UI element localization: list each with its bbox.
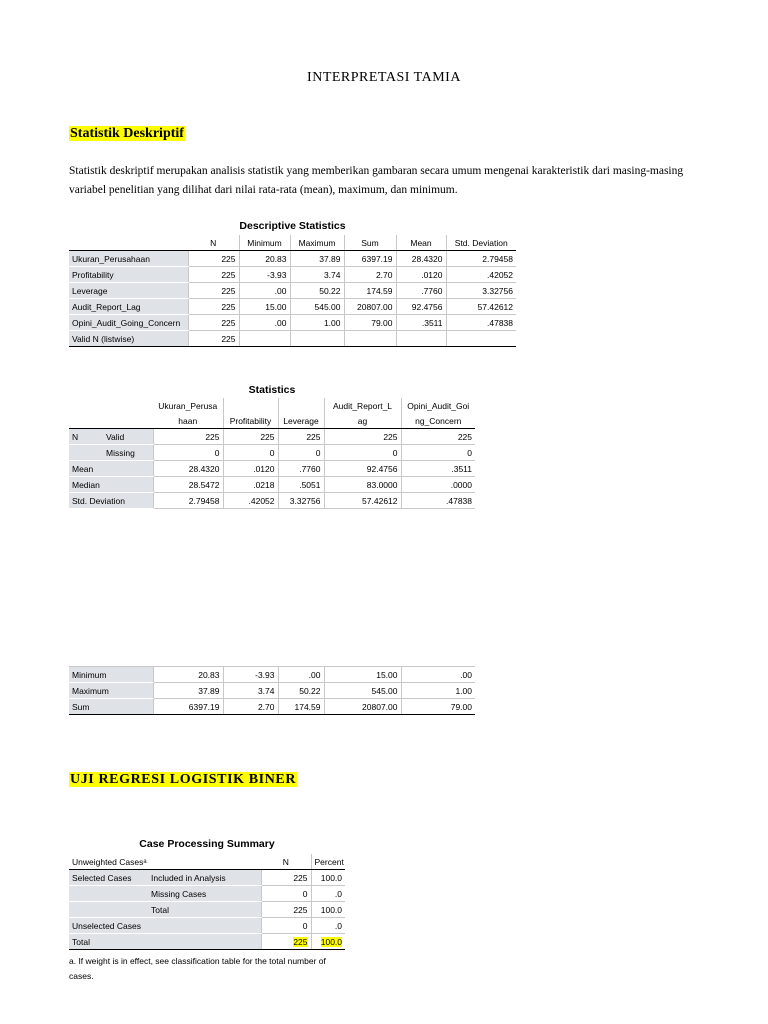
table-cell: -3.93 [223, 667, 278, 683]
table-cell: .7760 [278, 461, 324, 477]
table-cell: 1.00 [290, 315, 344, 331]
row-label: Audit_Report_Lag [69, 299, 188, 315]
row-label: Valid N (listwise) [69, 331, 188, 347]
table-cell: .00 [239, 283, 290, 299]
table-cell: 225 [188, 315, 239, 331]
table-cell: 92.4756 [396, 299, 446, 315]
row-label: Opini_Audit_Going_Concern [69, 315, 188, 331]
row-label: N [69, 429, 103, 445]
case-processing-table [69, 854, 345, 950]
row-label: Missing [103, 445, 153, 461]
table-cell: 57.42612 [324, 493, 401, 509]
row-label: Sum [69, 699, 153, 715]
column-header: ag [324, 413, 401, 429]
table-cell: 545.00 [290, 299, 344, 315]
table-cell: 6397.19 [344, 251, 396, 267]
row-label: Maximum [69, 683, 153, 699]
column-header: Std. Deviation [446, 235, 516, 251]
descriptive-statistics-table [69, 235, 516, 347]
table-cell: .00 [401, 667, 475, 683]
table-cell: 0 [278, 445, 324, 461]
table-cell: 3.74 [290, 267, 344, 283]
row-label: Minimum [69, 667, 153, 683]
table-cell: .3511 [401, 461, 475, 477]
table-cell: 0 [261, 918, 311, 934]
row-label: Leverage [69, 283, 188, 299]
table-cell [290, 331, 344, 347]
descriptive-statistics-caption: Descriptive Statistics [239, 220, 346, 232]
table-cell: 0 [261, 886, 311, 902]
table-cell: 225 [188, 331, 239, 347]
table-cell: .7760 [396, 283, 446, 299]
paragraph-descriptive [69, 162, 709, 200]
row-label: Unselected Cases [69, 918, 261, 934]
table-row [69, 870, 345, 886]
table-cell: .0120 [223, 461, 278, 477]
row-label: Median [69, 477, 153, 493]
table-row [69, 331, 516, 347]
table-cell: 37.89 [290, 251, 344, 267]
row-label: Missing Cases [148, 886, 261, 902]
page-title: INTERPRETASI TAMIA [307, 70, 461, 85]
table-cell: 20.83 [239, 251, 290, 267]
table-cell: 6397.19 [153, 699, 223, 715]
row-label: Profitability [69, 267, 188, 283]
section-heading-descriptive [69, 124, 185, 142]
table-cell: 100.0 [311, 902, 345, 918]
table-cell: 3.74 [223, 683, 278, 699]
row-label: Total [69, 934, 261, 950]
column-header: N [188, 235, 239, 251]
table-cell: 57.42612 [446, 299, 516, 315]
table-cell: 225 [188, 299, 239, 315]
table-cell: .00 [239, 315, 290, 331]
table-header-row [69, 398, 475, 413]
table-cell: .0000 [401, 477, 475, 493]
table-cell: 79.00 [401, 699, 475, 715]
table-cell: 225 [261, 902, 311, 918]
column-header: Mean [396, 235, 446, 251]
section-heading-text: Statistik Deskriptif [70, 126, 184, 141]
row-label: Total [148, 902, 261, 918]
table-cell: 50.22 [290, 283, 344, 299]
table-row [69, 267, 516, 283]
table-cell: 225 [188, 251, 239, 267]
row-label: Included in Analysis [148, 870, 261, 886]
statistics-table-continued [69, 666, 475, 715]
table-cell-highlighted [261, 934, 311, 950]
table-cell: 2.70 [344, 267, 396, 283]
table-header-row [69, 235, 516, 251]
table-row [69, 461, 475, 477]
table-cell: 225 [188, 267, 239, 283]
table-row [69, 902, 345, 918]
column-header: haan [153, 413, 223, 429]
table-cell: .0 [311, 918, 345, 934]
table-cell: .00 [278, 667, 324, 683]
table-row [69, 699, 475, 715]
table-cell: 225 [188, 283, 239, 299]
table-cell: 3.32756 [278, 493, 324, 509]
table-header-row [69, 413, 475, 429]
table-cell: 545.00 [324, 683, 401, 699]
case-processing-caption: Case Processing Summary [139, 838, 275, 850]
row-label: Std. Deviation [69, 493, 153, 509]
table-cell: 174.59 [278, 699, 324, 715]
table-cell: -3.93 [239, 267, 290, 283]
paragraph-line: Statistik deskriptif merupakan analisis statistik yang memberikan gambaran secara umum mengenai karakteristik dari masing-masing [69, 165, 684, 177]
table-cell: 0 [153, 445, 223, 461]
row-label: Selected Cases [69, 870, 148, 886]
column-header: Opini_Audit_Goi [401, 398, 475, 413]
table-cell: 0 [401, 445, 475, 461]
table-header-row [69, 854, 345, 870]
table-cell: 225 [401, 429, 475, 445]
column-header: ng_Concern [401, 413, 475, 429]
column-header: Leverage [278, 413, 324, 429]
table-cell: 100.0 [311, 870, 345, 886]
table-cell: .3511 [396, 315, 446, 331]
table-row [69, 477, 475, 493]
section-heading-logistic [69, 770, 297, 788]
row-label: Ukuran_Perusahaan [69, 251, 188, 267]
table-cell: 28.4320 [153, 461, 223, 477]
table-cell: 2.79458 [446, 251, 516, 267]
column-header: Minimum [239, 235, 290, 251]
footnote-line: cases. [69, 971, 94, 981]
table-cell [446, 331, 516, 347]
column-header: Profitability [223, 413, 278, 429]
column-header: Unweighted Casesᵃ [69, 854, 261, 870]
table-cell: 0 [324, 445, 401, 461]
highlight: 225 [293, 936, 308, 947]
table-row [69, 445, 475, 461]
table-cell: 15.00 [324, 667, 401, 683]
table-row [69, 429, 475, 445]
table-cell: 83.0000 [324, 477, 401, 493]
table-cell: 15.00 [239, 299, 290, 315]
table-cell-highlighted [311, 934, 345, 950]
row-label: Valid [103, 429, 153, 445]
table-cell: 3.32756 [446, 283, 516, 299]
column-header: Percent [311, 854, 345, 870]
section-heading-text: UJI REGRESI LOGISTIK BINER [70, 772, 297, 787]
column-header: Maximum [290, 235, 344, 251]
table-cell: 0 [223, 445, 278, 461]
column-header: Audit_Report_L [324, 398, 401, 413]
table-cell: .42052 [223, 493, 278, 509]
table-cell: 28.5472 [153, 477, 223, 493]
column-header [223, 398, 278, 413]
highlight: 100.0 [320, 936, 343, 947]
table-row [69, 315, 516, 331]
table-cell: 20807.00 [344, 299, 396, 315]
table-cell: .42052 [446, 267, 516, 283]
table-cell: .47838 [401, 493, 475, 509]
table-cell [396, 331, 446, 347]
table-row [69, 299, 516, 315]
table-cell: 50.22 [278, 683, 324, 699]
table-cell: 2.70 [223, 699, 278, 715]
table-cell: .47838 [446, 315, 516, 331]
column-header: Ukuran_Perusa [158, 400, 218, 411]
table-row [69, 683, 475, 699]
table-cell: 79.00 [344, 315, 396, 331]
table-cell: 225 [153, 429, 223, 445]
column-header: N [261, 854, 311, 870]
table-row [69, 918, 345, 934]
table-cell: 1.00 [401, 683, 475, 699]
table-cell: 92.4756 [324, 461, 401, 477]
table-cell: 37.89 [153, 683, 223, 699]
table-cell: 2.79458 [153, 493, 223, 509]
table-cell: 20.83 [153, 667, 223, 683]
table-cell: .0218 [223, 477, 278, 493]
table-row [69, 283, 516, 299]
table-cell: .0 [311, 886, 345, 902]
table-cell: .5051 [278, 477, 324, 493]
case-processing-footnote [69, 954, 369, 984]
table-cell: 225 [223, 429, 278, 445]
table-cell: 20807.00 [324, 699, 401, 715]
paragraph-line: variabel penelitian yang dilihat dari nilai rata-rata (mean), maximum, dan minimum. [69, 184, 458, 196]
table-cell: 225 [261, 870, 311, 886]
table-row [69, 493, 475, 509]
table-cell: 225 [324, 429, 401, 445]
footnote-line: a. If weight is in effect, see classification table for the total number of [69, 956, 326, 966]
statistics-table [69, 398, 475, 509]
table-cell: 225 [278, 429, 324, 445]
table-row [69, 251, 516, 267]
table-cell [344, 331, 396, 347]
table-row [69, 886, 345, 902]
table-cell: .0120 [396, 267, 446, 283]
table-cell: 174.59 [344, 283, 396, 299]
column-header: Sum [344, 235, 396, 251]
row-label: Mean [69, 461, 153, 477]
table-cell: 28.4320 [396, 251, 446, 267]
statistics-caption: Statistics [248, 384, 296, 396]
column-header [278, 398, 324, 413]
table-row [69, 667, 475, 683]
table-cell [239, 331, 290, 347]
table-row [69, 934, 345, 950]
